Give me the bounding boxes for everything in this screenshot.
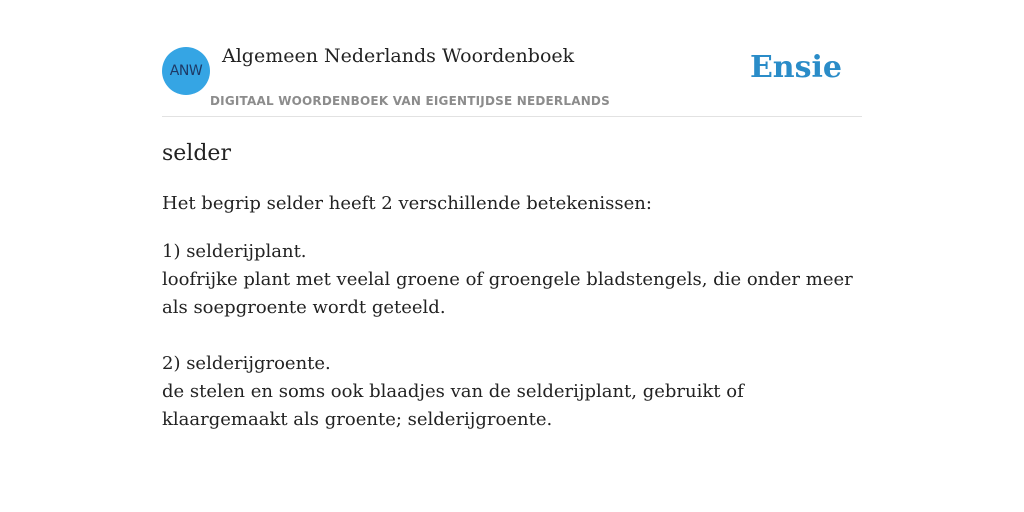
meaning-heading: 2) selderijgroente. (162, 353, 331, 374)
site-title[interactable]: Algemeen Nederlands Woordenboek (222, 45, 575, 67)
site-header (162, 40, 862, 117)
meaning-definition: de stelen en soms ook blaadjes van de selderijplant, gebruikt of klaargemaakt als groente; selderijgroente. (162, 381, 744, 430)
entry-word-title: selder (162, 141, 231, 166)
logo-text: ANW (169, 63, 203, 79)
meaning-definition: loofrijke plant met veelal groene of groengele bladstengels, die onder meer als soepgroente wordt geteeld. (162, 269, 853, 318)
ensie-brand-link[interactable]: Ensie (749, 50, 842, 85)
anw-logo[interactable] (162, 47, 210, 95)
meaning-heading: 1) selderijplant. (162, 241, 307, 262)
meaning-item (162, 350, 862, 434)
entry-intro: Het begrip selder heeft 2 verschillende betekenissen: (162, 193, 652, 214)
meaning-item (162, 238, 862, 322)
site-subtitle: DIGITAAL WOORDENBOEK VAN EIGENTIJDSE NEDERLANDS (210, 94, 610, 108)
meanings-list (162, 238, 862, 434)
entry-content (162, 138, 862, 434)
